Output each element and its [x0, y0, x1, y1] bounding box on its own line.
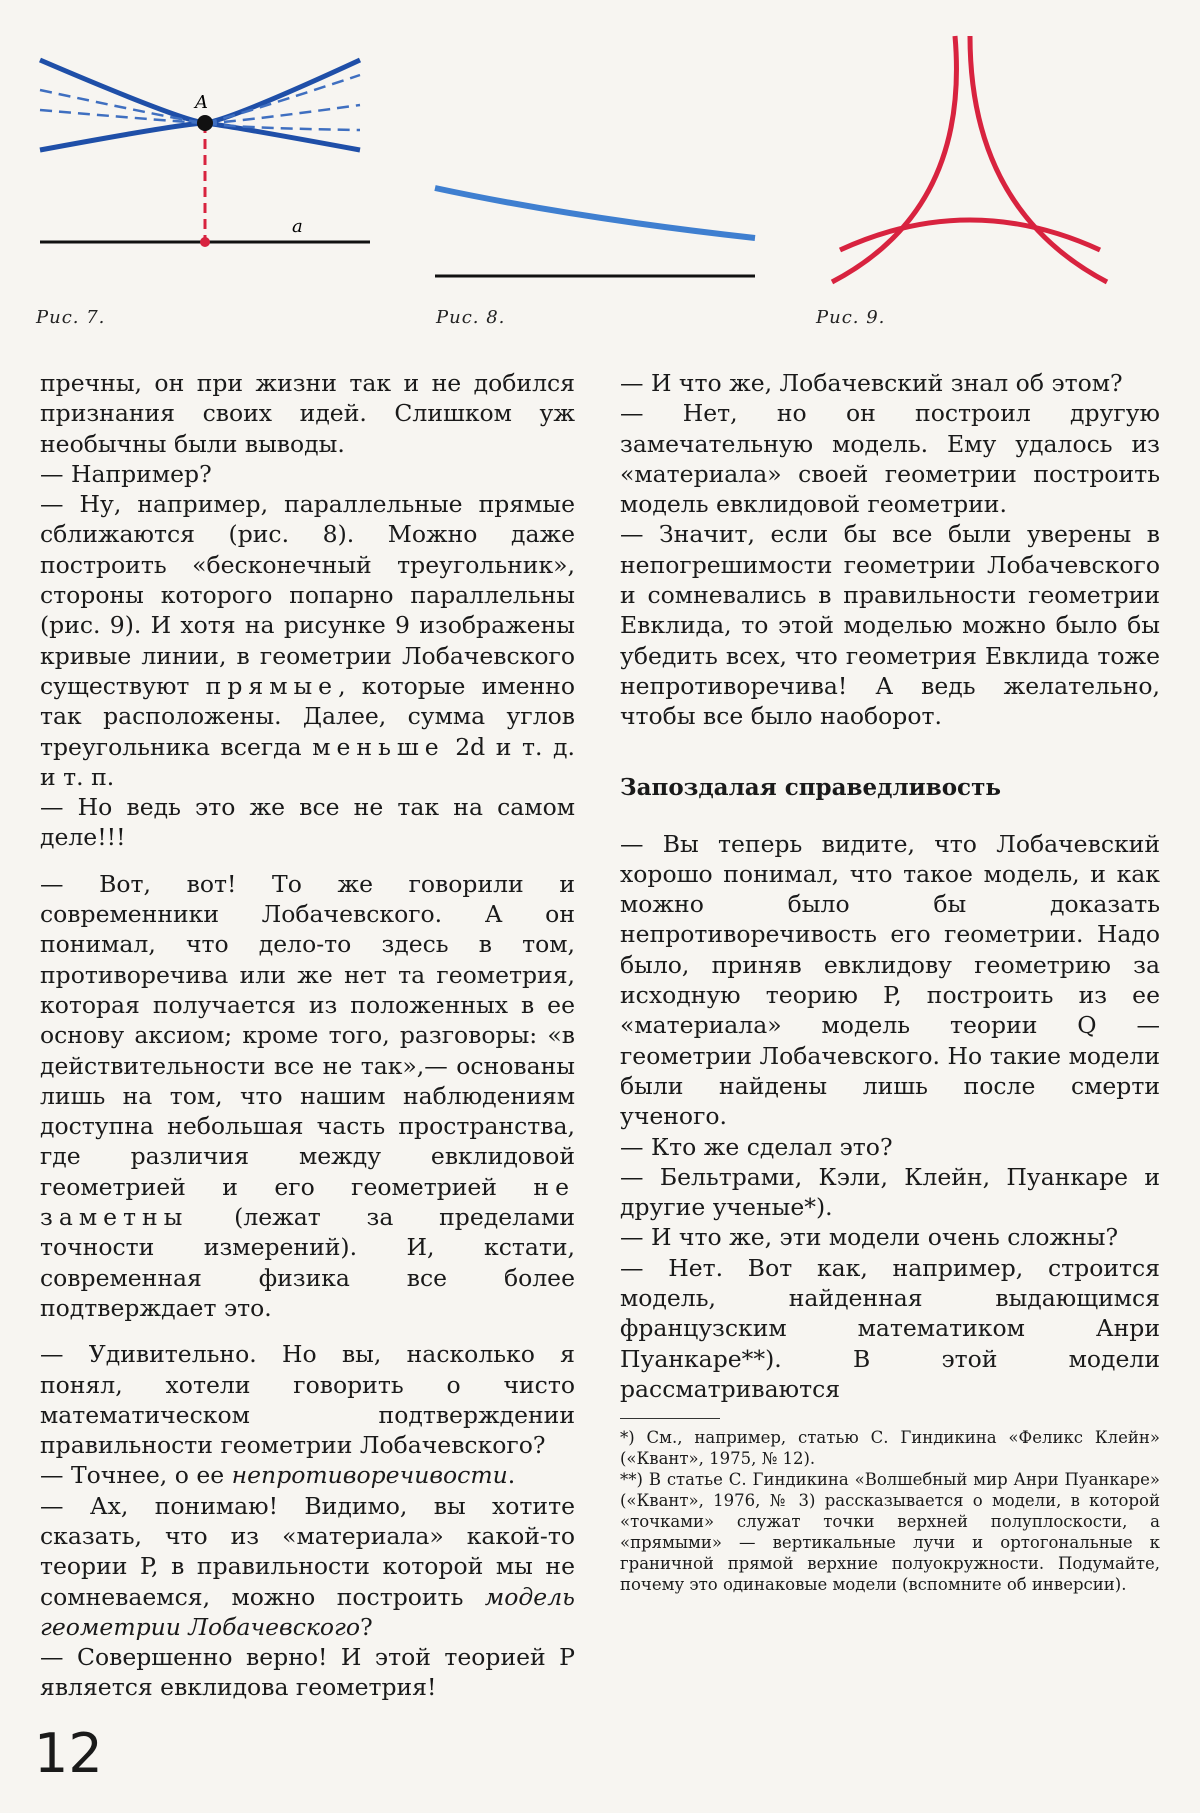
left-paragraph-6: — Удивительно. Но вы, насколько я понял, хотели говорить о чисто математическом подтверждении правильности геометрии Лобачевского? [40, 1340, 575, 1460]
left-paragraph-5-part-b: (лежат за пределами точности измерений). И, кстати, современная физика все более подтверждает это. [40, 1203, 575, 1322]
left-paragraph-7-part-b: . [507, 1461, 516, 1490]
left-paragraph-5 [40, 869, 575, 1323]
figure-9-caption: Рис. 9. [816, 307, 886, 328]
footnote-2: **) В статье С. Гиндикина «Волшебный мир Анри Пуанкаре» («Квант», 1976, № 3) рассказывается о модели, в которой «точками» служат точки верхней полуплоскости, а «прямыми» — вертикальные лучи и ортогональные к граничной прямой верхние полуокружности. Подумайте, почему это одинаковые модели (вспомните об инверсии). [620, 1470, 1160, 1595]
section-heading: Запоздалая справедливость [620, 773, 1001, 801]
figure-7 [30, 50, 370, 290]
right-column [620, 368, 1160, 1595]
line-label-a: a [292, 216, 303, 237]
footnote-1: *) См., например, статью С. Гиндикина «Феликс Клейн» («Квант», 1975, № 12). [620, 1428, 1160, 1469]
figure-8-caption: Рис. 8. [436, 307, 506, 328]
left-paragraph-8 [40, 1491, 575, 1642]
left-paragraph-3 [40, 489, 575, 792]
right-paragraph-4: — Вы теперь видите, что Лобачевский хорошо понимал, что такое модель, и как можно было бы доказать непротиворечивость его геометрии. Надо было, приняв евклидову геометрию за исходную теорию P, построить из ее «материала» модель теории Q — геометрии Лобачевского. Но такие модели были найдены лишь после смерти ученого. [620, 829, 1160, 1131]
emphasis-not-noticeable: не заметны [40, 1172, 575, 1232]
left-paragraph-2: — Например? [40, 459, 212, 488]
left-paragraph-3-part-c: 2d и т. д. и т. п. [40, 732, 575, 791]
figure-8 [425, 170, 765, 280]
left-paragraph-1: пречны, он при жизни так и не добился признания своих идей. Слишком уж необычны были выводы. [40, 369, 575, 458]
emphasis-less: меньше [312, 732, 445, 761]
left-paragraph-7-part-a: — Точнее, о ее [40, 1461, 225, 1490]
footnote-divider [620, 1418, 720, 1419]
emphasis-model: модель геометрии Лобачевского [40, 1582, 575, 1641]
emphasis-consistency: непротиворечивости [231, 1461, 508, 1490]
figure-9 [820, 30, 1120, 290]
left-paragraph-7 [40, 1460, 575, 1490]
left-column [40, 368, 575, 1703]
left-paragraph-8-part-b: ? [360, 1612, 373, 1641]
page-number: 12 [34, 1722, 103, 1785]
right-paragraph-5: — Кто же сделал это? [620, 1132, 893, 1161]
left-paragraph-9: — Совершенно верно! И этой теорией P является евклидова геометрия! [40, 1643, 575, 1702]
figure-7-caption: Рис. 7. [36, 307, 106, 328]
right-paragraph-3: — Значит, если бы все были уверены в непогрешимости геометрии Лобачевского и сомневались в правильности геометрии Евклида, то этой моделью можно было бы убедить всех, что геометрия Евклида тоже непротиворечива! А ведь желательно, чтобы все было наоборот. [620, 520, 1160, 731]
right-paragraph-7: — И что же, эти модели очень сложны? [620, 1223, 1119, 1252]
right-paragraph-1: — И что же, Лобачевский знал об этом? [620, 369, 1123, 397]
right-paragraph-2: — Нет, но он построил другую замечательную модель. Ему удалось из «материала» своей геометрии построить модель евклидовой геометрии. [620, 399, 1160, 519]
left-paragraph-4: — Но ведь это же все не так на самом деле!!! [40, 793, 575, 852]
left-paragraph-3-part-b: , которые именно так расположены. Далее, сумма углов треугольника всегда [40, 671, 575, 761]
point-label-a: A [195, 92, 208, 113]
left-paragraph-3-part-a: — Ну, например, параллельные прямые сближаются (рис. 8). Можно даже построить «бесконечный треугольник», стороны которого попарно параллельны (рис. 9). И хотя на рисунке 9 изображены кривые линии, в геометрии Лобачевского существуют [40, 490, 575, 700]
emphasis-straight-lines: прямые [205, 671, 339, 700]
left-paragraph-5-part-a: — Вот, вот! То же говорили и современники Лобачевского. А он понимал, что дело-то здесь в том, противоречива или же нет та геометрия, которая получается из положенных в ее основу аксиом; кроме того, разговоры: «в действительности все не так»,— основаны лишь на том, что нашим наблюдениям доступна небольшая часть пространства, где различия между евклидовой геометрией и его геометрией [40, 869, 575, 1201]
right-paragraph-8: — Нет. Вот как, например, строится модель, найденная выдающимся французским математиком Анри Пуанкаре**). В этой модели рассматриваются [620, 1253, 1160, 1403]
right-paragraph-6: — Бельтрами, Кэли, Клейн, Пуанкаре и другие ученые*). [620, 1162, 1160, 1222]
left-paragraph-8-part-a: — Ах, понимаю! Видимо, вы хотите сказать, что из «материала» какой-то теории P, в правильности которой мы не сомневаемся, можно построить [40, 1491, 575, 1611]
